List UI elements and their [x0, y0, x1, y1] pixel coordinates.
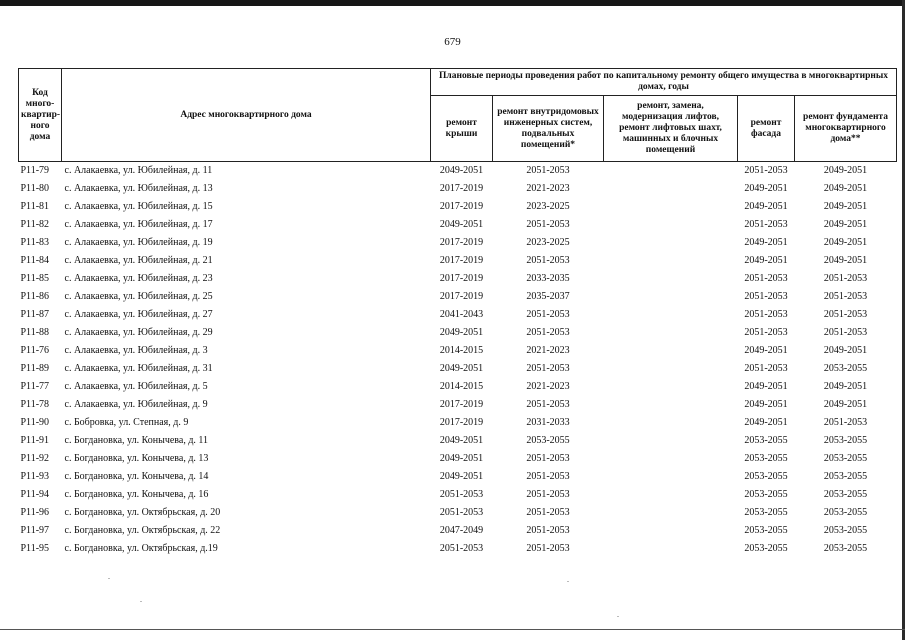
cell-systems: 2051-2053 [526, 399, 570, 410]
cell-address: с. Алакаевка, ул. Юбилейная, д. 31 [64, 363, 213, 374]
cell-code: P11-89 [20, 363, 50, 374]
cell-address: с. Богдановка, ул. Конычева, д. 14 [64, 471, 209, 482]
table-row [19, 522, 897, 540]
cell-elevators [604, 504, 738, 522]
table-row [19, 504, 897, 522]
table-row [19, 216, 897, 234]
cell-facade: 2049-2051 [744, 417, 788, 428]
table-row [19, 342, 897, 360]
cell-elevators [604, 396, 738, 414]
cell-elevators [604, 432, 738, 450]
table-row [19, 396, 897, 414]
cell-roof: 2014-2015 [439, 381, 484, 392]
cell-roof: 2017-2019 [439, 201, 484, 212]
cell-address: с. Богдановка, ул. Октябрьская, д.19 [64, 543, 218, 554]
cell-foundation: 2053-2055 [823, 435, 868, 446]
cell-foundation: 2049-2051 [823, 237, 868, 248]
cell-systems: 2021-2023 [526, 381, 570, 392]
cell-address: с. Богдановка, ул. Конычева, д. 11 [64, 435, 209, 446]
cell-facade: 2049-2051 [744, 399, 788, 410]
cell-code: P11-84 [20, 255, 50, 266]
cell-systems: 2051-2053 [526, 489, 570, 500]
scan-speck [108, 578, 110, 579]
table-body [19, 162, 897, 559]
cell-address: с. Алакаевка, ул. Юбилейная, д. 3 [64, 345, 208, 356]
cell-address: с. Богдановка, ул. Октябрьская, д. 20 [64, 507, 221, 518]
scan-speck [567, 581, 569, 582]
cell-systems: 2031-2033 [526, 417, 570, 428]
repair-schedule-table [18, 68, 897, 558]
cell-foundation: 2051-2053 [823, 327, 868, 338]
table-row [19, 180, 897, 198]
cell-systems: 2053-2055 [526, 435, 570, 446]
table-row [19, 414, 897, 432]
cell-address: с. Алакаевка, ул. Юбилейная, д. 15 [64, 201, 213, 212]
cell-code: P11-94 [20, 489, 50, 500]
scan-top-border [0, 0, 905, 6]
cell-address: с. Алакаевка, ул. Юбилейная, д. 19 [64, 237, 213, 248]
cell-elevators [604, 234, 738, 252]
scan-speck [617, 616, 619, 617]
cell-systems: 2023-2025 [526, 237, 570, 248]
cell-roof: 2049-2051 [439, 363, 484, 374]
cell-systems: 2021-2023 [526, 183, 570, 194]
cell-address: с. Алакаевка, ул. Юбилейная, д. 27 [64, 309, 213, 320]
cell-code: P11-96 [20, 507, 50, 518]
cell-foundation: 2053-2055 [823, 543, 868, 554]
cell-roof: 2017-2019 [439, 291, 484, 302]
cell-roof: 2051-2053 [439, 489, 484, 500]
table-row [19, 378, 897, 396]
cell-foundation: 2049-2051 [823, 219, 868, 230]
table-row [19, 306, 897, 324]
cell-address: с. Алакаевка, ул. Юбилейная, д. 9 [64, 399, 208, 410]
cell-systems: 2033-2035 [526, 273, 570, 284]
cell-systems: 2051-2053 [526, 471, 570, 482]
cell-code: P11-83 [20, 237, 50, 248]
cell-code: P11-78 [20, 399, 50, 410]
cell-roof: 2017-2019 [439, 255, 484, 266]
cell-address: с. Алакаевка, ул. Юбилейная, д. 23 [64, 273, 213, 284]
cell-roof: 2049-2051 [439, 219, 484, 230]
cell-code: P11-80 [20, 183, 50, 194]
cell-elevators [604, 414, 738, 432]
cell-code: P11-82 [20, 219, 50, 230]
header-code: Код много-квартир-ного дома [19, 69, 62, 162]
cell-systems: 2051-2053 [526, 327, 570, 338]
cell-code: P11-77 [20, 381, 50, 392]
cell-code: P11-93 [20, 471, 50, 482]
cell-code: P11-87 [20, 309, 50, 320]
cell-roof: 2049-2051 [439, 453, 484, 464]
table-row [19, 432, 897, 450]
cell-roof: 2017-2019 [439, 273, 484, 284]
cell-code: P11-97 [20, 525, 50, 536]
cell-roof: 2049-2051 [439, 327, 484, 338]
table-row [19, 198, 897, 216]
cell-address: с. Алакаевка, ул. Юбилейная, д. 17 [64, 219, 213, 230]
header-foundation: ремонт фундамента многоквартирного дома** [795, 96, 897, 162]
cell-facade: 2051-2053 [744, 165, 788, 176]
cell-elevators [604, 324, 738, 342]
cell-facade: 2049-2051 [744, 183, 788, 194]
header-roof: ремонт крыши [431, 96, 493, 162]
cell-systems: 2051-2053 [526, 525, 570, 536]
cell-elevators [604, 486, 738, 504]
cell-elevators [604, 270, 738, 288]
cell-facade: 2053-2055 [744, 507, 788, 518]
cell-foundation: 2049-2051 [823, 399, 868, 410]
table-header [19, 69, 897, 162]
cell-foundation: 2053-2055 [823, 453, 868, 464]
table-row [19, 288, 897, 306]
cell-roof: 2017-2019 [439, 183, 484, 194]
cell-systems: 2023-2025 [526, 201, 570, 212]
header-address: Адрес многоквартирного дома [62, 69, 431, 162]
cell-code: P11-95 [20, 543, 50, 554]
cell-address: с. Алакаевка, ул. Юбилейная, д. 11 [64, 165, 213, 176]
scan-speck [140, 601, 142, 602]
cell-foundation: 2049-2051 [823, 165, 868, 176]
cell-systems: 2051-2053 [526, 219, 570, 230]
cell-elevators [604, 216, 738, 234]
cell-elevators [604, 468, 738, 486]
table-row [19, 360, 897, 378]
cell-systems: 2035-2037 [526, 291, 570, 302]
cell-systems: 2051-2053 [526, 507, 570, 518]
cell-address: с. Алакаевка, ул. Юбилейная, д. 5 [64, 381, 208, 392]
table-row [19, 270, 897, 288]
scan-bottom-line [0, 629, 905, 630]
cell-systems: 2051-2053 [526, 255, 570, 266]
cell-roof: 2041-2043 [439, 309, 484, 320]
cell-elevators [604, 342, 738, 360]
cell-roof: 2049-2051 [439, 435, 484, 446]
cell-code: P11-91 [20, 435, 50, 446]
cell-foundation: 2049-2051 [823, 201, 868, 212]
cell-facade: 2053-2055 [744, 543, 788, 554]
header-elevators: ремонт, замена, модернизация лифтов, ремонт лифтовых шахт, машинных и блочных помещений [604, 96, 738, 162]
cell-facade: 2049-2051 [744, 237, 788, 248]
cell-elevators [604, 360, 738, 378]
header-facade: ремонт фасада [738, 96, 795, 162]
cell-foundation: 2053-2055 [823, 471, 868, 482]
table-row [19, 450, 897, 468]
cell-elevators [604, 288, 738, 306]
cell-elevators [604, 378, 738, 396]
cell-code: P11-79 [20, 165, 50, 176]
cell-roof: 2014-2015 [439, 345, 484, 356]
header-periods-group: Плановые периоды проведения работ по капитальному ремонту общего имущества в многоквартирных домах, годы [431, 69, 897, 96]
table-row [19, 234, 897, 252]
cell-code: P11-88 [20, 327, 50, 338]
table-row [19, 540, 897, 558]
cell-foundation: 2049-2051 [823, 255, 868, 266]
cell-elevators [604, 306, 738, 324]
cell-facade: 2053-2055 [744, 453, 788, 464]
cell-facade: 2049-2051 [744, 345, 788, 356]
cell-systems: 2051-2053 [526, 453, 570, 464]
cell-code: P11-76 [20, 345, 50, 356]
cell-systems: 2051-2053 [526, 543, 570, 554]
cell-facade: 2053-2055 [744, 471, 788, 482]
cell-address: с. Алакаевка, ул. Юбилейная, д. 25 [64, 291, 213, 302]
cell-foundation: 2053-2055 [823, 363, 868, 374]
cell-systems: 2051-2053 [526, 363, 570, 374]
header-systems: ремонт внутридомовых инженерных систем, подвальных помещений* [493, 96, 604, 162]
cell-elevators [604, 198, 738, 216]
cell-roof: 2017-2019 [439, 237, 484, 248]
cell-foundation: 2051-2053 [823, 309, 868, 320]
table-row [19, 324, 897, 342]
cell-roof: 2051-2053 [439, 507, 484, 518]
cell-address: с. Богдановка, ул. Конычева, д. 13 [64, 453, 209, 464]
cell-foundation: 2053-2055 [823, 525, 868, 536]
cell-elevators [604, 522, 738, 540]
cell-address: с. Богдановка, ул. Октябрьская, д. 22 [64, 525, 221, 536]
cell-roof: 2051-2053 [439, 543, 484, 554]
cell-code: P11-81 [20, 201, 50, 212]
cell-facade: 2053-2055 [744, 525, 788, 536]
cell-facade: 2049-2051 [744, 381, 788, 392]
cell-address: с. Алакаевка, ул. Юбилейная, д. 13 [64, 183, 213, 194]
cell-facade: 2051-2053 [744, 273, 788, 284]
cell-roof: 2017-2019 [439, 399, 484, 410]
cell-roof: 2017-2019 [439, 417, 484, 428]
cell-elevators [604, 252, 738, 270]
cell-elevators [604, 162, 738, 181]
table-row [19, 252, 897, 270]
cell-roof: 2049-2051 [439, 165, 484, 176]
cell-address: с. Богдановка, ул. Конычева, д. 16 [64, 489, 209, 500]
cell-elevators [604, 450, 738, 468]
cell-elevators [604, 540, 738, 558]
cell-foundation: 2049-2051 [823, 345, 868, 356]
cell-facade: 2053-2055 [744, 489, 788, 500]
cell-address: с. Алакаевка, ул. Юбилейная, д. 29 [64, 327, 213, 338]
table-row [19, 468, 897, 486]
cell-code: P11-92 [20, 453, 50, 464]
table-row [19, 486, 897, 504]
cell-foundation: 2051-2053 [823, 291, 868, 302]
cell-systems: 2021-2023 [526, 345, 570, 356]
cell-foundation: 2051-2053 [823, 417, 868, 428]
cell-code: P11-85 [20, 273, 50, 284]
cell-code: P11-86 [20, 291, 50, 302]
cell-address: с. Алакаевка, ул. Юбилейная, д. 21 [64, 255, 213, 266]
table-row [19, 162, 897, 181]
cell-facade: 2051-2053 [744, 219, 788, 230]
cell-foundation: 2051-2053 [823, 273, 868, 284]
cell-foundation: 2053-2055 [823, 507, 868, 518]
cell-facade: 2051-2053 [744, 291, 788, 302]
cell-facade: 2053-2055 [744, 435, 788, 446]
page-number: 679 [444, 36, 461, 48]
cell-systems: 2051-2053 [526, 309, 570, 320]
cell-facade: 2051-2053 [744, 309, 788, 320]
cell-code: P11-90 [20, 417, 50, 428]
cell-facade: 2051-2053 [744, 327, 788, 338]
cell-address: с. Бобровка, ул. Степная, д. 9 [64, 417, 189, 428]
cell-foundation: 2049-2051 [823, 183, 868, 194]
cell-facade: 2049-2051 [744, 201, 788, 212]
cell-facade: 2051-2053 [744, 363, 788, 374]
cell-foundation: 2049-2051 [823, 381, 868, 392]
cell-roof: 2047-2049 [439, 525, 484, 536]
cell-facade: 2049-2051 [744, 255, 788, 266]
cell-roof: 2049-2051 [439, 471, 484, 482]
cell-foundation: 2053-2055 [823, 489, 868, 500]
cell-systems: 2051-2053 [526, 165, 570, 176]
cell-elevators [604, 180, 738, 198]
